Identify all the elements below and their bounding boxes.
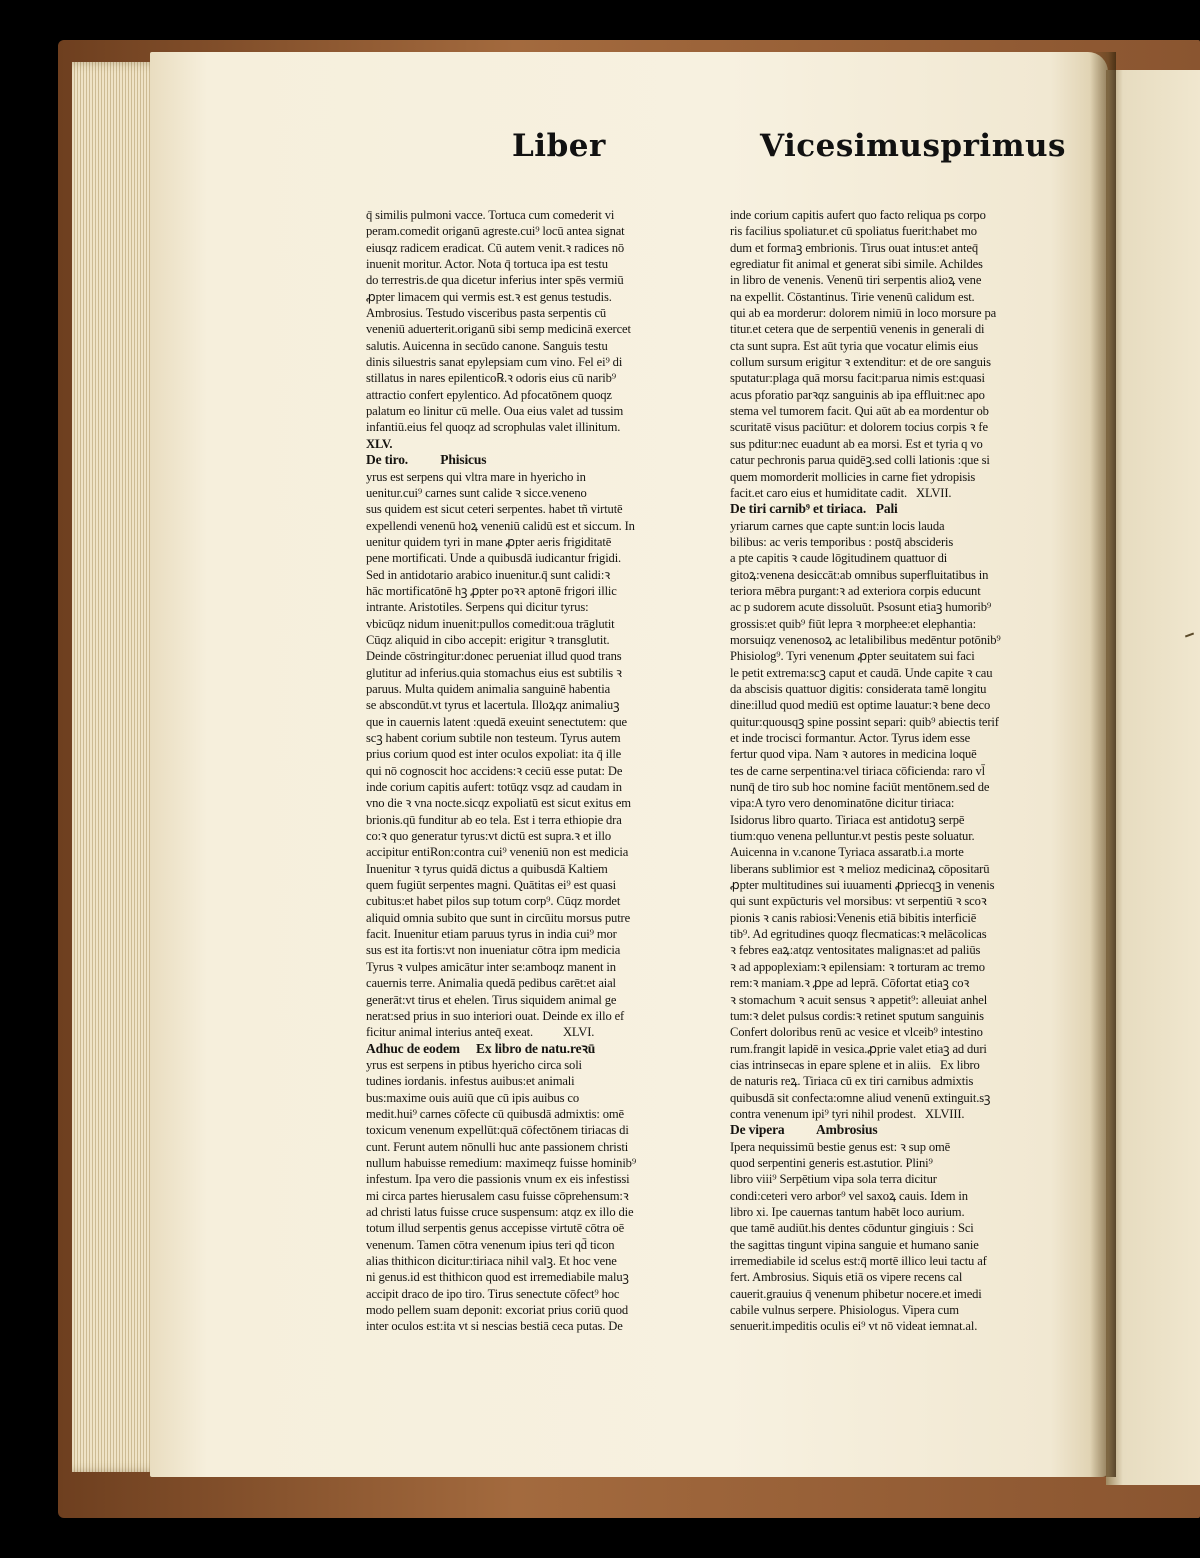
text-line: Phisiolog⁹. Tyri venenum ꝓpter seuitatem sui faci (730, 649, 975, 664)
text-line: De tiri carnib⁹ et tiriaca. Pali (730, 501, 898, 517)
text-line: veneniū aduerterit.origanū sibi semp medicinā exercet (366, 322, 631, 337)
text-line: ad christi latus fuisse cruce suspensum: atqz ex illo die (366, 1204, 634, 1219)
text-line: XLV. (366, 436, 393, 451)
text-line: libro viii⁹ Serpētium vipa sola terra dicitur (730, 1172, 937, 1187)
text-line: bilibus: ac veris temporibus : postq̄ abscideris (730, 534, 954, 549)
text-line: glutitur ad inferius.quia stomachus eius est subtilis ꝛ (366, 665, 622, 680)
text-line: qui sunt expūcturis vel morsibus: vt serpentiū ꝛ scoꝛ (730, 894, 987, 909)
text-line: pene mortificati. Unde a quibusdā iudicantur frigidi. (366, 551, 622, 566)
text-line: medit.hui⁹ carnes cōfecte cū quibusdā admixtis: omē (366, 1106, 624, 1121)
text-line: paruus. Multa quidem animalia sanguinē habentia (366, 681, 611, 696)
text-line: palatum eo linitur cū melle. Oua eius valet ad tussim (366, 404, 624, 419)
text-line: ꝓpter limacem qui vermis est.ꝛ est genus testudis. (366, 289, 612, 304)
text-line: tudines iordanis. infestus auibus:et animali (366, 1074, 575, 1089)
text-line: aliquid omnia subito que sunt in circūitu morsus putre (366, 910, 631, 925)
text-line: dum et formaꝫ embrionis. Tirus ouat intus:et anteq̄ (730, 240, 978, 255)
text-line: liberans sublimior est ꝛ melioz medicinaꝝ cōpositarū (730, 861, 990, 876)
text-line: fertur quod vipa. Nam ꝛ autores in medicina loquē (730, 747, 977, 762)
text-line: in libro de venenis. Venenū tiri serpentis alioꝝ vene (730, 273, 982, 288)
text-line: a pte capitis ꝛ caude lōgitudinem quattuor di (730, 551, 948, 566)
text-line: et inde trocisci formantur. Actor. Tyrus idem esse (730, 731, 971, 745)
text-line: yriarum carnes que capte sunt:in locis lauda (730, 518, 945, 533)
text-line: cta sunt supra. Est aūt tyria que vocatur elimis eius (730, 338, 979, 353)
text-line: attractio confert epylentico. Ad pfocatōnem quoqz (366, 387, 612, 402)
text-line: irremediabile id scelus est:q̄ mortē illico leui tactu af (730, 1254, 987, 1268)
text-line: nerat:sed prius in suo interiori ouat. Deinde ex illo ef (366, 1008, 625, 1023)
text-line: Sed in antidotario arabico inuenitur.q̄ sunt calidi:ꝛ (366, 567, 611, 582)
text-line: cias intrinsecas in epare splene et in aliis. Ex libro (730, 1057, 980, 1072)
text-line: prius corium quod est inter oculos expoliat: ita q̄ ille (366, 747, 622, 762)
text-line: infantiū.eius fel quoqz ad scrophulas valet illinitum. (366, 420, 621, 435)
text-line: tes de carne serpentina:vel tiriaca cōficienda: raro vl̄ (730, 763, 986, 778)
text-line: sputatur:plaga quā morsu facit:parua nimis est:quasi (730, 371, 985, 386)
text-line: inde corium capitis aufert: totūqz vsqz ad caudam in (366, 780, 622, 795)
text-line: sus est ita fortis:vt non inueniatur cōtra ipm medicia (366, 943, 621, 958)
text-line: quibusdā sit confecta:omne aliud venenū extinguit.sꝫ (730, 1090, 991, 1105)
text-line: the sagittas tingunt vipina sanguie et humano sanie (730, 1237, 979, 1252)
text-line: cauernis terre. Animalia quedā pedibus carēt:et aial (366, 976, 616, 991)
text-line: cubitus:et habet pilos sup totum corp⁹. Cūqz mordet (366, 894, 621, 909)
text-line: sus quidem est sicut ceteri serpentes. habet tñ virtutē (366, 502, 623, 517)
text-line: alias thithicon dicitur:tiriaca nihil valꝫ. Et hoc vene (366, 1254, 617, 1268)
text-line: hāc mortificatōnē hꝫ ꝓpter poꝛꝛ aptonē frigori illic (366, 583, 617, 598)
text-line: contra venenum ipi⁹ tyri nihil prodest. XLVIII. (730, 1106, 965, 1121)
text-line: vno die ꝛ vna nocte.sicqz expoliatū est sicut exitus em (366, 796, 631, 811)
text-line: quem momorderit mollicies in carne fiet ydropisis (730, 469, 976, 484)
text-line: quod serpentini generis est.astutior. Plini⁹ (730, 1155, 933, 1170)
text-line: Isidorus libro quarto. Tiriaca est antidotuꝫ serpē (730, 812, 965, 827)
text-line: Deinde cōstringitur:donec perueniat illud quod trans (366, 649, 622, 664)
text-line: ꝓpter multitudines sui iuuamenti ꝓpriecqꝫ in venenis (730, 878, 995, 893)
text-line: Ambrosius. Testudo visceribus pasta serpentis cū (366, 306, 607, 321)
text-line: generāt:vt tirus et ehelen. Tirus siquidem animal ge (366, 992, 617, 1007)
text-line: ac p sudorem acute dissoluūt. Psosunt etiaꝫ humorib⁹ (730, 600, 992, 615)
text-line: Cūqz aliquid in cibo accepit: erigitur ꝛ transglutit. (366, 632, 610, 647)
text-line: co:ꝛ quo generatur tyrus:vt dictū est supra.ꝛ et illo (366, 829, 611, 844)
text-line: ꝛ stomachum ꝛ acuit sensus ꝛ appetit⁹: alleuiat anhel (730, 992, 988, 1007)
text-line: ficitur animal interius anteq̄ exeat. XLVI. (366, 1025, 595, 1040)
text-line: tum:ꝛ delet pulsus cordis:ꝛ retinet sputum sanguinis (730, 1008, 984, 1023)
text-line: se abscondūt.vt tyrus et lacertula. Illoꝝqz animaliuꝫ (366, 698, 620, 713)
text-line: senuerit.impeditis oculis ei⁹ vt nō videat iemnat.al. (730, 1319, 978, 1334)
text-line: ꝛ ad appoplexiam:ꝛ epilensiam: ꝛ torturam ac tremo (730, 959, 985, 974)
text-line: tium:quo venena pelluntur.vt pestis peste soluatur. (730, 829, 975, 844)
text-line: uenitur quidem tyri in mane ꝓpter aeris frigiditatē (366, 534, 612, 549)
text-line: yrus est serpens qui vltra mare in hyericho in (366, 469, 586, 484)
text-line: rem:ꝛ maniam.ꝛ ꝓpe ad leprā. Cōfortat etiaꝫ coꝛ (730, 976, 970, 991)
text-line: infestum. Ipa vero die passionis vnum ex eis infestissi (366, 1172, 630, 1187)
text-line: Adhuc de eodem Ex libro de natu.reꝛū (366, 1040, 596, 1056)
text-line: Ipera nequissimū bestie genus est: ꝛ sup omē (730, 1139, 951, 1154)
gutter-shadow (1090, 52, 1116, 1477)
running-header-left: Liber (512, 128, 606, 164)
text-line: q̄ similis pulmoni vacce. Tortuca cum comederit vi (366, 208, 615, 222)
text-line: peram.comedit origanū agreste.cui⁹ locū antea signat (366, 224, 625, 239)
text-line: Inuenitur ꝛ tyrus quidā dictus a quibusdā Kaltiem (366, 861, 608, 876)
text-line: De vipera Ambrosius (730, 1122, 878, 1138)
text-line: rum.frangit lapidē in vesica.ꝓprie valet etiaꝫ ad duri (730, 1041, 987, 1056)
text-line: tib⁹. Ad egritudines quoqz flecmaticas:ꝛ melācolicas (730, 927, 987, 942)
text-line: bus:maxime ouis auiū que cū ipis auibus co (366, 1090, 580, 1105)
text-line: que tamē audiūt.his dentes cōduntur gingiuis : Sci (730, 1221, 974, 1236)
text-line: inuenit moritur. Actor. Nota q̄ tortuca ipa est testu (366, 257, 608, 272)
text-line: grossis:et quib⁹ fiūt lepra ꝛ morphee:et elephantia: (730, 616, 976, 631)
text-line: que in cauernis latent :quedā exeuint senectutem: que (366, 714, 627, 729)
text-line: mi circa partes hierusalem casu fuisse cōprehensum:ꝛ (366, 1188, 629, 1203)
text-line: intrante. Aristotiles. Serpens qui dicitur tyrus: (366, 600, 589, 615)
text-line: gitoꝝ:venena desiccāt:ab omnibus superfluitatibus in (730, 567, 989, 582)
text-line: qui nō cognoscit hoc accidens:ꝛ ceciū esse putat: De (366, 763, 623, 778)
text-line: teriora mēbra purgant:ꝛ ad exteriora corpis educunt (730, 583, 981, 598)
text-line: cunt. Ferunt autem nōnulli huc ante passionem christi (366, 1139, 629, 1154)
text-line: da abscisis quattuor digitis: considerata tamē longitu (730, 681, 987, 696)
text-line: de naturis reꝝ. Tiriaca cū ex tiri carnibus admixtis (730, 1074, 974, 1089)
text-line: totum illud serpentis genus accepisse virtutē cōtra oē (366, 1221, 625, 1236)
text-line: nullum habuisse remedium: maximeqz fuisse hominib⁹ (366, 1155, 637, 1170)
facing-page (1106, 70, 1200, 1485)
text-line: toxicum venenum expellūt:quā cōfectōnem tiriacas di (366, 1123, 629, 1138)
text-line: cauerit.grauius q̄ venenum phibetur nocere.et imedi (730, 1286, 982, 1301)
text-line: cabile vulnus serpere. Phisiologus. Vipera cum (730, 1303, 959, 1318)
text-line: eiusqz radicem eradicat. Cū autem venit.ꝛ radices nō (366, 240, 624, 255)
text-line: le petit extrema:scꝫ caput et caudā. Unde capite ꝛ cau (730, 665, 993, 680)
text-line: quem fugiūt serpentes magni. Quātitas ei⁹ est quasi (366, 878, 616, 893)
text-line: brionis.qū funditur ab eo tela. Est i terra ethiopie dra (366, 812, 622, 827)
text-line: acus pforatio parꝛqz sanguinis ab ipa effluit:nec apo (730, 387, 985, 402)
text-line: titur.et cetera que de serpentiū venenis in generali di (730, 322, 985, 337)
text-line: qui ab ea morderur: dolorem nimiū in loco morsure pa (730, 306, 997, 321)
text-line: inter oculos est:ita vt si nescias bestiā ceca putas. De (366, 1319, 623, 1334)
text-line: scuritatē visus paciūtur: et dolorem tocius corpis ꝛ fe (730, 420, 988, 435)
text-line: ꝛ febres eaꝝ:atqz ventositates malignas:et ad paliūs (730, 943, 981, 958)
text-line: libro xi. Ipe cauernas tantum habēt loco aurium. (730, 1204, 965, 1219)
text-line: Tyrus ꝛ vulpes amicātur inter se:amboqz manent in (366, 959, 616, 974)
text-line: Auicenna in v.canone Tyriaca assaratb.i.a morte (730, 845, 964, 860)
text-line: nunq̄ de tiro sub hoc nomine faciūt mentōnem.sed de (730, 780, 990, 795)
text-line: egrediatur fit animal et generat sibi simile. Achildes (730, 257, 983, 272)
text-line: pionis ꝛ canis rabiosi:Venenis etiā bibitis interficiē (730, 910, 977, 925)
text-line: do terrestris.de qua dicetur inferius inter spēs vermiū (366, 273, 624, 288)
text-line: modo pellem suam deponit: excoriat prius coriū quod (366, 1303, 629, 1318)
text-line: dine:illud quod mediū est optime lauatur:ꝛ bene deco (730, 698, 991, 713)
text-line: salutis. Auicenna in secūdo canone. Sanguis testu (366, 338, 608, 353)
text-line: De tiro. Phisicus (366, 452, 487, 468)
text-line: stema vel tumorem facit. Qui aūt ab ea mordentur ob (730, 404, 989, 419)
text-line: scꝫ habent corium subtile non testeum. Tyrus autem (366, 731, 621, 745)
text-line: quitur:quousqꝫ spine possint separi: quib⁹ abiectis terif (730, 714, 999, 729)
text-line: uenitur.cui⁹ carnes sunt calide ꝛ sicce.veneno (366, 485, 587, 500)
text-line: collum sursum erigitur ꝛ extenditur: et de ore sanguis (730, 355, 991, 370)
text-line: ni genus.id est thithicon quod est irremediabile maluꝫ (366, 1270, 629, 1285)
text-line: yrus est serpens in ptibus hyericho circa soli (366, 1057, 582, 1072)
right-text-column (730, 207, 1048, 1335)
text-line: expellendi venenū hoꝝ veneniū calidū est et siccum. In (366, 518, 635, 533)
text-line: facit.et caro eius et humiditate cadit. XLVII. (730, 485, 952, 500)
text-line: ris facilius spoliatur.et cū spoliatus fuerit:habet mo (730, 224, 977, 239)
left-text-column (366, 207, 666, 1335)
text-line: vipa:A tyro vero denominatōne dicitur tiriaca: (730, 796, 955, 811)
text-line: accipit draco de ipo tiro. Tirus senectute cōfect⁹ hoc (366, 1286, 620, 1301)
text-line: sus pditur:nec euadunt ab ea morsi. Est et tyria q vo (730, 436, 983, 451)
text-line: accipitur entiRon:contra cui⁹ veneniū non est medicia (366, 845, 629, 860)
text-line: dinis siluestris sanat epylepsiam cum vino. Fel ei⁹ di (366, 355, 623, 370)
text-line: na expellit. Cōstantinus. Tirie venenū calidum est. (730, 289, 975, 304)
text-line: inde corium capitis aufert quo facto reliqua ps corpo (730, 208, 986, 222)
text-line: stillatus in nares epilentico℞.ꝛ odoris eius cū narib⁹ (366, 371, 616, 386)
text-line: venenum. Tamen cōtra venenum ipius teri qd̄ ticon (366, 1237, 615, 1252)
text-line: morsuiqz venenosoꝝ ac letalibilibus medēntur potōnib⁹ (730, 632, 1001, 647)
text-line: condi:ceteri vero arbor⁹ vel saxoꝝ cauis. Idem in (730, 1188, 968, 1203)
text-line: facit. Inuenitur etiam paruus tyrus in india cui⁹ mor (366, 927, 617, 942)
text-line: catur pechronis parua quidēꝫ.sed colli lationis :que si (730, 453, 990, 468)
running-header-right: Vicesimusprimus (760, 128, 1066, 164)
text-line: Confert doloribus renū ac vesice et vlceib⁹ intestino (730, 1025, 983, 1040)
text-line: vbicūqz nidum inuenit:pullos comedit:oua trāglutit (366, 616, 615, 631)
text-line: fert. Ambrosius. Siquis etiā os vipere recens cal (730, 1270, 963, 1285)
